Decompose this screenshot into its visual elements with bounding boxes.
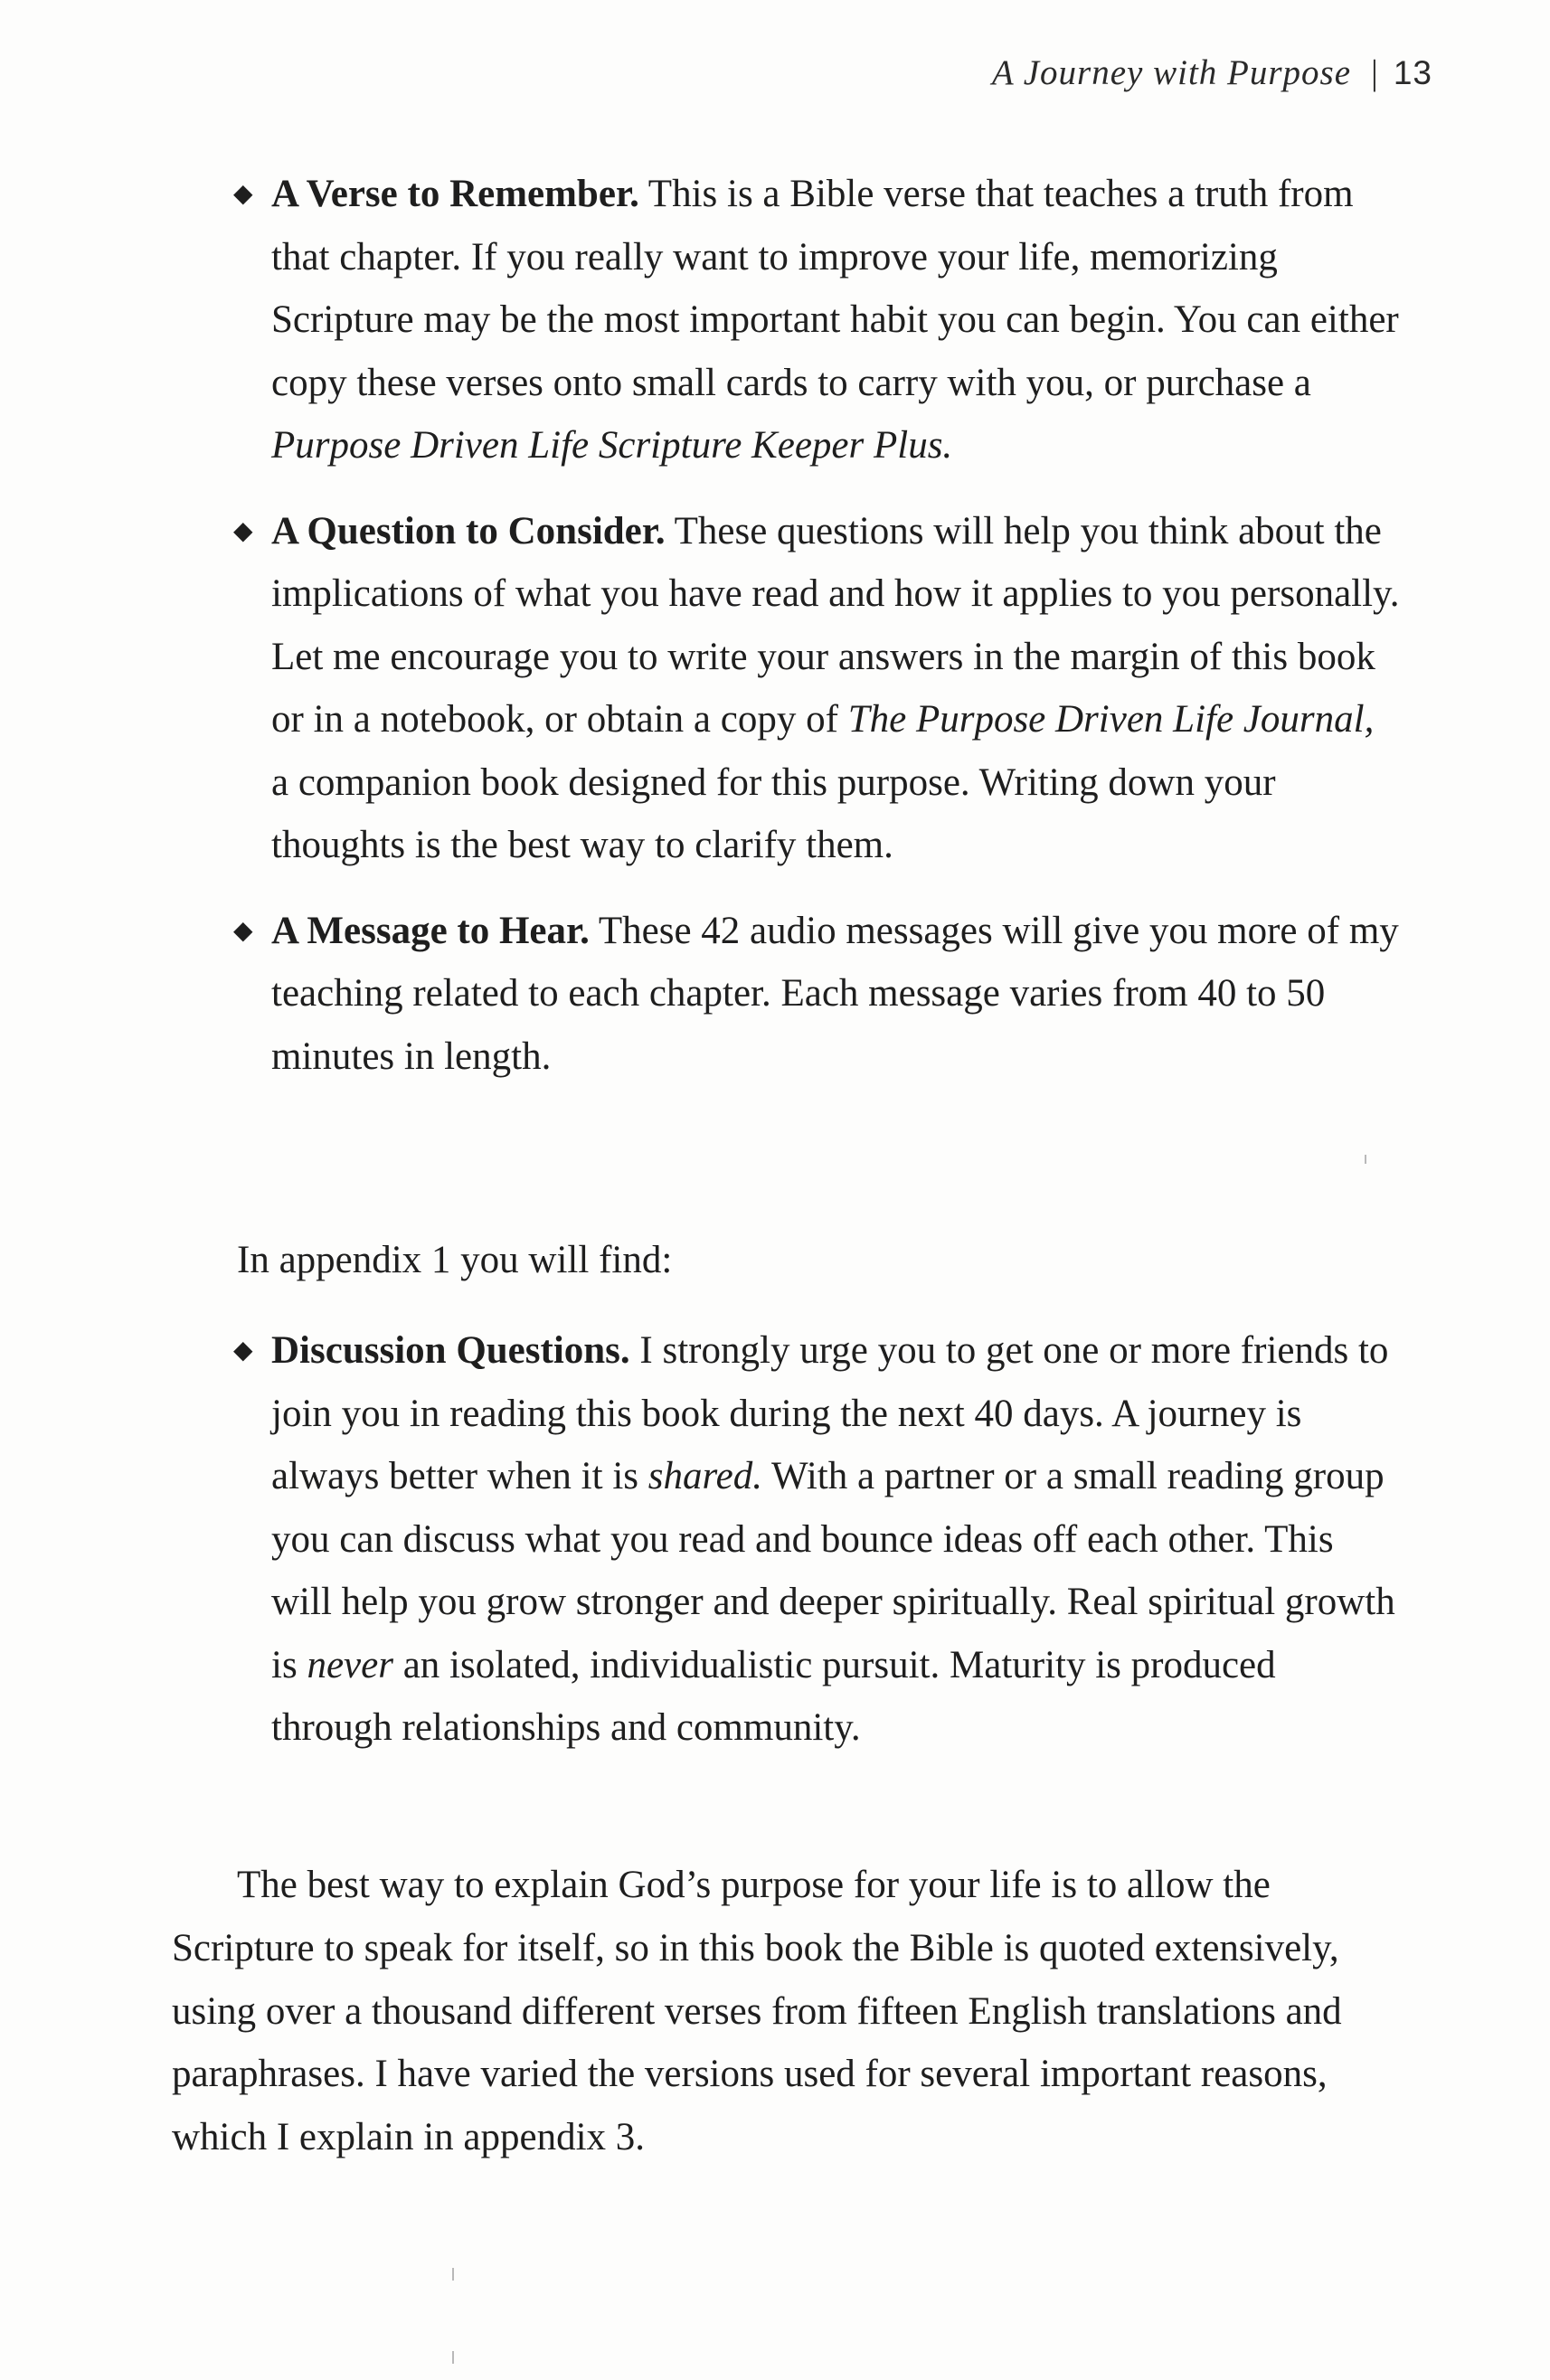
resource-list <box>233 163 1400 1088</box>
scan-speck <box>1365 1155 1366 1164</box>
bullet-icon: ◆ <box>233 516 253 545</box>
appendix-intro: In appendix 1 you will find: <box>237 1239 673 1281</box>
item-lead: Discussion Questions. <box>271 1329 630 1372</box>
bullet-icon: ◆ <box>233 1336 253 1365</box>
scan-speck <box>452 2351 454 2364</box>
scan-speck <box>452 2268 454 2281</box>
item-text: These 42 audio messages will give you more of my teaching related to each chapter. Each message varies from 40 to 50 minutes in length. <box>271 909 1399 1078</box>
item-lead: A Message to Hear. <box>271 909 590 952</box>
item-lead: A Verse to Remember. <box>271 173 639 215</box>
item-italic: shared. <box>647 1455 762 1497</box>
item-text: With a partner or a small reading group you can discuss what you read and bounce ideas off each other. This will help you grow stronger and deeper spiritually. Real spiritual growth is <box>271 1455 1395 1686</box>
item-text: This is a Bible verse that teaches a truth from that chapter. If you really want to improve your life, memorizing Scripture may be the most important habit you can begin. You can either copy these verses onto small cards to carry with you, or purchase a <box>271 173 1399 404</box>
item-italic: Purpose Driven Life Scripture Keeper Plus. <box>271 424 953 467</box>
item-text: an isolated, individualistic pursuit. Maturity is produced through relationships and community. <box>271 1643 1276 1749</box>
page-number: 13 <box>1393 54 1432 91</box>
item-lead: A Question to Consider. <box>271 509 666 552</box>
item-text: These questions will help you think about the implications of what you have read and how it applies to you personally. Let me encourage you to write your answers in the margin of this book or in a notebook, or obtain a copy of <box>271 509 1400 741</box>
bullet-icon: ◆ <box>233 916 253 945</box>
appendix-list <box>233 1319 1400 1760</box>
list-item-verse <box>233 163 1400 477</box>
item-italic: never <box>307 1643 393 1686</box>
bullet-icon: ◆ <box>233 180 253 208</box>
list-item-question <box>233 500 1400 877</box>
item-text: I strongly urge you to get one or more friends to join you in reading this book during the next 40 days. A journey is always better when it is <box>271 1329 1389 1497</box>
closing-paragraph: The best way to explain God’s purpose for your life is to allow the Scripture to speak for itself, so in this book the Bible is quoted extensively, using over a thousand different verses from fifteen English translations and paraphrases. I have varied the versions used for several important reasons, which I explain in appendix 3. <box>172 1864 1342 2159</box>
list-item-message <box>233 900 1400 1089</box>
header-title: A Journey with Purpose <box>991 53 1352 92</box>
item-text: a companion book designed for this purpose. Writing down your thoughts is the best way to clarify them. <box>271 760 1276 866</box>
running-header <box>992 52 1432 93</box>
list-item-discussion <box>233 1319 1400 1760</box>
header-separator: | <box>1371 53 1379 92</box>
item-italic: The Purpose Driven Life Journal, <box>847 698 1375 741</box>
